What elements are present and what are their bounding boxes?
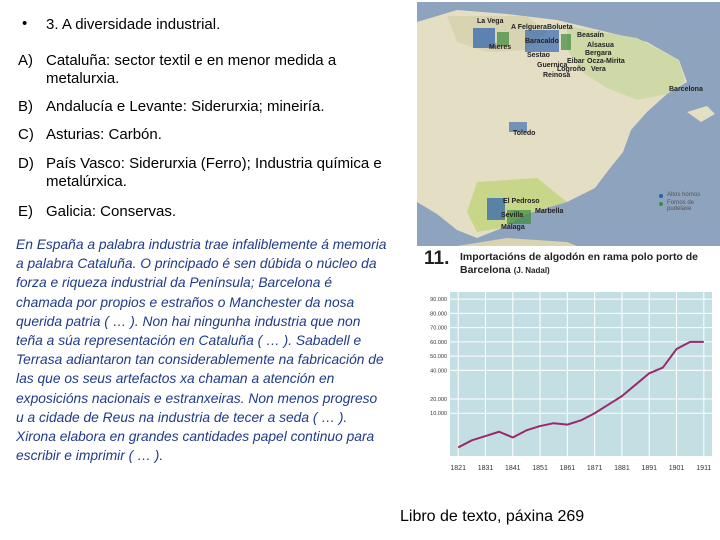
map-label: Marbella bbox=[535, 208, 564, 215]
section-heading: 3. A diversidade industrial. bbox=[46, 16, 221, 33]
map-label: Bolueta bbox=[547, 24, 573, 31]
map-label: A Felguera bbox=[511, 24, 547, 31]
legend-label: Fornos de pudelaxe bbox=[667, 200, 695, 212]
map-label: Baracaldo bbox=[525, 38, 559, 45]
map-label: Logroño bbox=[557, 66, 586, 73]
balearic-island bbox=[687, 106, 715, 122]
map-label: Sestao bbox=[527, 52, 550, 59]
item-text-b: Andalucía e Levante: Siderurxia; mineiría. bbox=[46, 98, 325, 115]
y-tick-label: 20.000 bbox=[430, 396, 447, 403]
y-tick-label: 60.000 bbox=[430, 339, 447, 346]
item-label-a: A) bbox=[18, 52, 33, 69]
y-tick-label: 70.000 bbox=[430, 325, 447, 332]
x-tick-label: 1851 bbox=[532, 465, 548, 472]
map-label: Toledo bbox=[513, 130, 536, 137]
x-tick-label: 1831 bbox=[477, 465, 494, 472]
y-tick-label: 40.000 bbox=[430, 368, 447, 375]
x-tick-label: 1891 bbox=[641, 465, 658, 472]
map-label: Ocza-Mirita bbox=[587, 58, 625, 65]
x-tick-label: 1901 bbox=[668, 465, 685, 472]
item-text-c: Asturias: Carbón. bbox=[46, 126, 162, 143]
map-label: Barcelona bbox=[669, 86, 703, 93]
map-label: Málaga bbox=[501, 224, 525, 231]
map-label: Bergara bbox=[585, 50, 612, 57]
map-label: Eibar bbox=[567, 58, 585, 65]
item-text-e: Galicia: Conservas. bbox=[46, 203, 177, 220]
map-label: Alsasua bbox=[587, 42, 614, 49]
x-tick-label: 1841 bbox=[504, 465, 521, 472]
legend-label: Altos hornos bbox=[667, 192, 701, 198]
x-tick-label: 1821 bbox=[450, 465, 466, 472]
industrial-map bbox=[417, 2, 720, 246]
item-text-d: País Vasco: Siderurxia (Ferro); Industria química e metalúrxica. bbox=[46, 155, 382, 190]
map-label: Beasaín bbox=[577, 32, 604, 39]
source-caption: Libro de texto, páxina 269 bbox=[400, 508, 585, 525]
chart-title-text: Importacións de algodón en rama polo porto de Barcelona bbox=[460, 251, 699, 276]
legend-dot-altos-hornos bbox=[659, 194, 663, 198]
item-text-a: Cataluña: sector textil e en menor medida a metalurxia. bbox=[46, 52, 337, 87]
y-tick-label: 80.000 bbox=[430, 311, 447, 318]
series-line bbox=[458, 342, 704, 448]
x-tick-label: 1911 bbox=[696, 465, 712, 472]
map-label: Reinosa bbox=[543, 72, 571, 79]
y-tick-label: 50.000 bbox=[430, 354, 447, 361]
item-label-b: B) bbox=[18, 98, 33, 115]
item-label-c: C) bbox=[18, 126, 34, 143]
map-label: Guernica bbox=[537, 62, 568, 69]
heading-bullet: • bbox=[22, 15, 28, 32]
item-label-e: E) bbox=[18, 203, 33, 220]
chart-svg bbox=[418, 246, 718, 482]
y-tick-label: 10.000 bbox=[430, 411, 447, 418]
cotton-import-chart bbox=[418, 246, 718, 482]
quote-text: En España a palabra industria trae infaliblemente á memoria a palabra Cataluña. O principado é sen dúbida o núcleo da forza e riqueza industrial da Península; Barcelona é chamada por propios e estraños o Manchester da nosa querida patria ( … ). Non hai ningunha industria que non teña a súa representación en Cataluña ( … ). Sabadell e Terrasa adiantaron tan considerablemente na fabricación de las que os seus artefactos xa chaman a atención en exposicións nacionais e estranxeiras. Non menos progreso u a cidade de Reus na industria de tecer a seda ( … ). Xirona elabora en grandes cantidades papel continuo para escribir e imprimir ( … ). bbox=[16, 237, 387, 464]
map-label: El Pedroso bbox=[503, 198, 540, 205]
chart-author: (J. Nadal) bbox=[513, 266, 550, 275]
y-tick-label: 90.000 bbox=[430, 297, 447, 304]
africa-coast bbox=[457, 238, 577, 246]
x-tick-label: 1861 bbox=[559, 465, 576, 472]
map-label: Vera bbox=[591, 66, 606, 73]
chart-number: 11. bbox=[424, 248, 450, 269]
map-label: La Vega bbox=[477, 18, 504, 25]
x-tick-label: 1871 bbox=[586, 465, 603, 472]
legend-dot-fornos bbox=[659, 202, 663, 206]
map-label: Sevilla bbox=[501, 212, 524, 219]
map-label: Mieres bbox=[489, 44, 512, 51]
item-label-d: D) bbox=[18, 155, 34, 172]
x-tick-label: 1881 bbox=[614, 465, 630, 472]
